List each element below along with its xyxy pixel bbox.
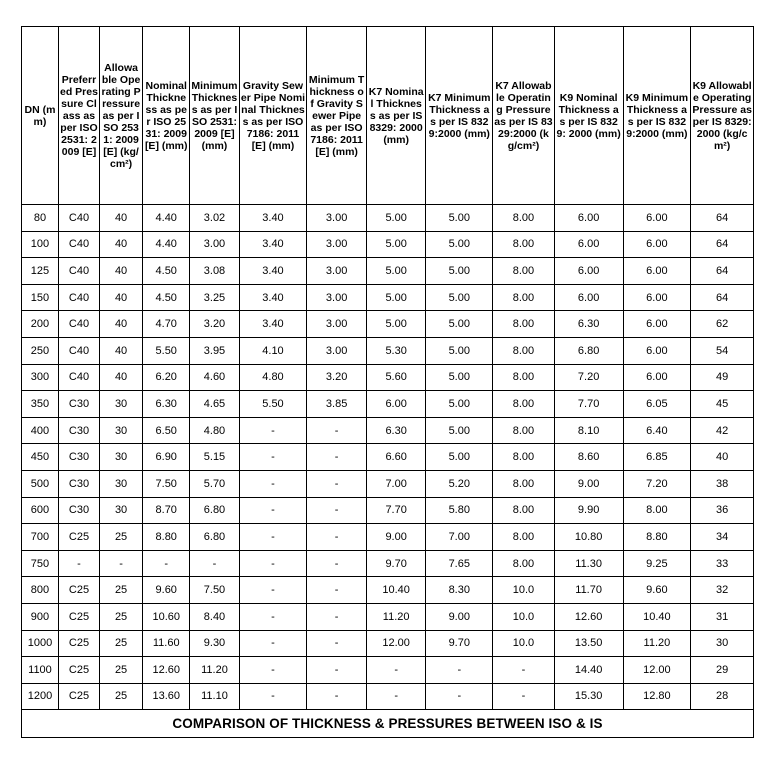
table-cell: 10.0	[493, 577, 555, 604]
table-cell: 12.00	[366, 630, 426, 657]
table-cell: 7.65	[426, 550, 493, 577]
table-cell: 15.30	[554, 683, 623, 710]
table-cell: 10.0	[493, 630, 555, 657]
table-cell: -	[307, 417, 367, 444]
table-cell: -	[366, 657, 426, 684]
table-cell: 5.00	[366, 231, 426, 258]
table-cell: 3.00	[190, 231, 239, 258]
table-cell: C30	[58, 444, 99, 471]
comparison-table	[21, 26, 754, 738]
header-iso-allowable-pressure: Allowable Operating Pressure as per ISO 2531: 2009 [E] (kg/cm²)	[100, 27, 143, 205]
table-cell: 49	[691, 364, 754, 391]
table-cell: 6.80	[190, 524, 239, 551]
table-cell: 45	[691, 391, 754, 418]
table-cell: 12.60	[143, 657, 190, 684]
table-row	[22, 364, 754, 391]
table-cell: 4.70	[143, 311, 190, 338]
table-cell: 33	[691, 550, 754, 577]
table-cell: 25	[100, 524, 143, 551]
table-cell: 40	[691, 444, 754, 471]
table-cell: 8.30	[426, 577, 493, 604]
header-k9-nominal-thickness: K9 Nominal Thickness as per IS 8329: 2000 (mm)	[554, 27, 623, 205]
header-k7-allowable-pressure: K7 Allowable Operating Pressure as per IS 8329:2000 (kg/cm²)	[493, 27, 555, 205]
table-cell: 3.00	[307, 231, 367, 258]
dn-cell: 250	[22, 337, 59, 364]
table-cell: 34	[691, 524, 754, 551]
table-cell: 8.00	[493, 231, 555, 258]
table-cell: 6.00	[623, 231, 691, 258]
dn-cell: 200	[22, 311, 59, 338]
table-cell: -	[239, 497, 307, 524]
table-cell: 3.40	[239, 231, 307, 258]
header-preferred-class: Preferred Pressure Class as per ISO 2531: 2009 [E]	[58, 27, 99, 205]
table-cell: 6.00	[554, 231, 623, 258]
table-cell: 6.00	[554, 284, 623, 311]
table-cell: 8.00	[493, 444, 555, 471]
table-cell: 6.00	[623, 364, 691, 391]
dn-cell: 1200	[22, 683, 59, 710]
dn-cell: 450	[22, 444, 59, 471]
table-cell: C40	[58, 337, 99, 364]
table-cell: 30	[100, 444, 143, 471]
table-cell: -	[307, 603, 367, 630]
table-cell: 7.50	[143, 470, 190, 497]
table-cell: C25	[58, 683, 99, 710]
table-row	[22, 657, 754, 684]
table-cell: 5.00	[366, 311, 426, 338]
table-cell: 40	[100, 284, 143, 311]
table-cell: 8.00	[493, 497, 555, 524]
table-cell: 6.00	[623, 337, 691, 364]
table-row	[22, 258, 754, 285]
dn-cell: 150	[22, 284, 59, 311]
table-row	[22, 284, 754, 311]
table-cell: 8.00	[493, 311, 555, 338]
table-cell: -	[190, 550, 239, 577]
table-cell: 11.10	[190, 683, 239, 710]
table-cell: 30	[100, 470, 143, 497]
table-cell: 11.60	[143, 630, 190, 657]
table-cell: 30	[100, 391, 143, 418]
table-cell: C25	[58, 630, 99, 657]
table-cell: 8.00	[493, 337, 555, 364]
table-cell: C25	[58, 577, 99, 604]
table-cell: 4.40	[143, 231, 190, 258]
table-cell: 64	[691, 231, 754, 258]
table-row	[22, 391, 754, 418]
table-cell: 5.20	[426, 470, 493, 497]
caption-row	[22, 710, 754, 738]
table-cell: 4.50	[143, 258, 190, 285]
table-cell: -	[58, 550, 99, 577]
table-cell: 7.20	[554, 364, 623, 391]
table-cell: 8.40	[190, 603, 239, 630]
table-cell: 10.80	[554, 524, 623, 551]
table-cell: 8.00	[493, 205, 555, 232]
table-cell: 4.10	[239, 337, 307, 364]
table-cell: 6.00	[623, 284, 691, 311]
table-cell: 42	[691, 417, 754, 444]
table-cell: -	[307, 470, 367, 497]
table-cell: 5.00	[426, 205, 493, 232]
table-cell: -	[239, 657, 307, 684]
table-cell: 40	[100, 231, 143, 258]
table-cell: 40	[100, 258, 143, 285]
table-row	[22, 550, 754, 577]
table-cell: 13.60	[143, 683, 190, 710]
table-cell: 40	[100, 311, 143, 338]
table-cell: -	[307, 630, 367, 657]
table-cell: -	[143, 550, 190, 577]
table-row	[22, 524, 754, 551]
table-cell: 5.70	[190, 470, 239, 497]
table-cell: -	[239, 603, 307, 630]
header-k9-minimum-thickness: K9 Minimum Thickness as per IS 8329:2000 (mm)	[623, 27, 691, 205]
table-cell: 30	[100, 497, 143, 524]
table-cell: 3.00	[307, 205, 367, 232]
table-cell: C40	[58, 258, 99, 285]
dn-cell: 600	[22, 497, 59, 524]
header-iso-minimum-thickness: Minimum Thickness as per ISO 2531: 2009 [E] (mm)	[190, 27, 239, 205]
table-cell: 5.00	[426, 284, 493, 311]
table-cell: 6.00	[366, 391, 426, 418]
table-cell: 5.80	[426, 497, 493, 524]
table-cell: C25	[58, 657, 99, 684]
table-cell: 3.40	[239, 205, 307, 232]
table-cell: 3.20	[190, 311, 239, 338]
table-cell: 7.00	[366, 470, 426, 497]
table-cell: 8.00	[493, 284, 555, 311]
table-cell: 6.20	[143, 364, 190, 391]
table-cell: 3.00	[307, 258, 367, 285]
table-cell: 5.60	[366, 364, 426, 391]
table-cell: 10.0	[493, 603, 555, 630]
table-cell: 4.60	[190, 364, 239, 391]
dn-cell: 800	[22, 577, 59, 604]
table-cell: -	[307, 683, 367, 710]
table-cell: -	[426, 657, 493, 684]
table-cell: 9.60	[143, 577, 190, 604]
table-cell: 5.00	[426, 311, 493, 338]
table-row	[22, 497, 754, 524]
table-cell: -	[307, 657, 367, 684]
table-cell: 6.30	[366, 417, 426, 444]
table-cell: 6.90	[143, 444, 190, 471]
table-cell: 3.40	[239, 258, 307, 285]
table-cell: -	[307, 444, 367, 471]
table-cell: 12.60	[554, 603, 623, 630]
table-cell: 9.30	[190, 630, 239, 657]
table-cell: 64	[691, 205, 754, 232]
table-cell: 3.00	[307, 337, 367, 364]
table-cell: 5.00	[426, 417, 493, 444]
table-cell: 30	[691, 630, 754, 657]
table-cell: 10.40	[623, 603, 691, 630]
table-cell: 11.30	[554, 550, 623, 577]
table-cell: C30	[58, 497, 99, 524]
table-cell: 8.00	[493, 550, 555, 577]
table-cell: 6.80	[190, 497, 239, 524]
table-cell: 36	[691, 497, 754, 524]
table-cell: 8.00	[493, 258, 555, 285]
table-cell: 8.60	[554, 444, 623, 471]
table-cell: 6.80	[554, 337, 623, 364]
table-cell: 64	[691, 284, 754, 311]
table-row	[22, 311, 754, 338]
table-row	[22, 417, 754, 444]
table-cell: 8.00	[493, 470, 555, 497]
table-cell: 9.60	[623, 577, 691, 604]
header-k9-allowable-pressure: K9 Allowable Operating Pressure as per IS 8329:2000 (kg/cm²)	[691, 27, 754, 205]
table-cell: 7.70	[366, 497, 426, 524]
header-iso-nominal-thickness: Nominal Thickness as per ISO 2531: 2009 [E] (mm)	[143, 27, 190, 205]
table-caption: COMPARISON OF THICKNESS & PRESSURES BETWEEN ISO & IS	[22, 710, 754, 738]
table-cell: 4.80	[190, 417, 239, 444]
table-row	[22, 683, 754, 710]
table-cell: C30	[58, 470, 99, 497]
table-cell: 40	[100, 205, 143, 232]
dn-cell: 350	[22, 391, 59, 418]
table-cell: 6.00	[623, 311, 691, 338]
header-dn: DN (mm)	[22, 27, 59, 205]
table-cell: 6.00	[554, 258, 623, 285]
dn-cell: 100	[22, 231, 59, 258]
table-cell: 9.00	[554, 470, 623, 497]
table-cell: -	[100, 550, 143, 577]
dn-cell: 900	[22, 603, 59, 630]
table-cell: C40	[58, 284, 99, 311]
table-cell: 7.70	[554, 391, 623, 418]
table-cell: 3.00	[307, 311, 367, 338]
table-cell: 9.70	[426, 630, 493, 657]
table-row	[22, 630, 754, 657]
table-cell: 8.80	[143, 524, 190, 551]
table-cell: 25	[100, 683, 143, 710]
table-cell: -	[307, 550, 367, 577]
table-cell: 11.20	[190, 657, 239, 684]
table-cell: 54	[691, 337, 754, 364]
table-cell: 6.50	[143, 417, 190, 444]
table-cell: 3.40	[239, 284, 307, 311]
table-cell: 5.00	[426, 258, 493, 285]
table-cell: 25	[100, 657, 143, 684]
table-cell: C40	[58, 231, 99, 258]
table-cell: 3.40	[239, 311, 307, 338]
table-cell: 8.70	[143, 497, 190, 524]
table-cell: 11.20	[366, 603, 426, 630]
dn-cell: 1100	[22, 657, 59, 684]
table-cell: 11.20	[623, 630, 691, 657]
table-cell: C30	[58, 391, 99, 418]
table-cell: 12.00	[623, 657, 691, 684]
table-cell: 5.00	[366, 284, 426, 311]
table-cell: 5.00	[426, 364, 493, 391]
table-cell: -	[239, 550, 307, 577]
table-cell: C40	[58, 364, 99, 391]
table-cell: -	[239, 683, 307, 710]
table-body	[22, 205, 754, 710]
dn-cell: 750	[22, 550, 59, 577]
table-cell: 30	[100, 417, 143, 444]
table-cell: 6.40	[623, 417, 691, 444]
table-row	[22, 603, 754, 630]
table-cell: 6.00	[554, 205, 623, 232]
dn-cell: 300	[22, 364, 59, 391]
dn-cell: 500	[22, 470, 59, 497]
table-cell: 7.20	[623, 470, 691, 497]
table-cell: 9.90	[554, 497, 623, 524]
table-cell: 3.08	[190, 258, 239, 285]
table-cell: -	[307, 524, 367, 551]
table-cell: 9.00	[426, 603, 493, 630]
table-cell: 9.00	[366, 524, 426, 551]
table-cell: -	[366, 683, 426, 710]
table-cell: -	[426, 683, 493, 710]
table-row	[22, 231, 754, 258]
table-cell: 13.50	[554, 630, 623, 657]
table-cell: 5.15	[190, 444, 239, 471]
table-cell: 5.00	[426, 444, 493, 471]
table-cell: -	[239, 417, 307, 444]
table-cell: 4.40	[143, 205, 190, 232]
table-cell: 3.00	[307, 284, 367, 311]
table-row	[22, 205, 754, 232]
header-k7-nominal-thickness: K7 Nominal Thickness as per IS 8329: 2000 (mm)	[366, 27, 426, 205]
table-cell: 12.80	[623, 683, 691, 710]
table-row	[22, 337, 754, 364]
dn-cell: 1000	[22, 630, 59, 657]
table-cell: 7.00	[426, 524, 493, 551]
table-cell: -	[239, 470, 307, 497]
table-cell: 10.40	[366, 577, 426, 604]
table-cell: 3.02	[190, 205, 239, 232]
table-cell: 6.30	[554, 311, 623, 338]
table-cell: C40	[58, 205, 99, 232]
table-cell: 5.00	[426, 337, 493, 364]
table-cell: 6.00	[623, 205, 691, 232]
table-cell: -	[493, 683, 555, 710]
table-cell: -	[493, 657, 555, 684]
table-cell: 7.50	[190, 577, 239, 604]
table-cell: 25	[100, 577, 143, 604]
table-cell: -	[239, 444, 307, 471]
header-sewer-nominal-thickness: Gravity Sewer Pipe Nominal Thickness as per ISO 7186: 2011 [E] (mm)	[239, 27, 307, 205]
table-cell: 8.10	[554, 417, 623, 444]
table-cell: 9.25	[623, 550, 691, 577]
header-row	[22, 27, 754, 205]
table-cell: 5.00	[366, 258, 426, 285]
dn-cell: 80	[22, 205, 59, 232]
table-cell: 29	[691, 657, 754, 684]
table-cell: 40	[100, 364, 143, 391]
table-cell: 14.40	[554, 657, 623, 684]
table-cell: 8.00	[623, 497, 691, 524]
table-cell: 38	[691, 470, 754, 497]
table-cell: 4.80	[239, 364, 307, 391]
dn-cell: 400	[22, 417, 59, 444]
table-cell: 5.00	[366, 205, 426, 232]
table-cell: 62	[691, 311, 754, 338]
table-cell: 25	[100, 630, 143, 657]
table-cell: 28	[691, 683, 754, 710]
table-cell: 10.60	[143, 603, 190, 630]
table-cell: 8.00	[493, 391, 555, 418]
table-cell: 3.85	[307, 391, 367, 418]
table-cell: 32	[691, 577, 754, 604]
table-row	[22, 577, 754, 604]
table-cell: -	[239, 524, 307, 551]
table-cell: 9.70	[366, 550, 426, 577]
table-row	[22, 444, 754, 471]
dn-cell: 700	[22, 524, 59, 551]
table-cell: C25	[58, 524, 99, 551]
header-k7-minimum-thickness: K7 Minimum Thickness as per IS 8329:2000 (mm)	[426, 27, 493, 205]
table-cell: 8.80	[623, 524, 691, 551]
table-cell: 5.50	[239, 391, 307, 418]
table-cell: 64	[691, 258, 754, 285]
table-cell: 6.30	[143, 391, 190, 418]
table-cell: 8.00	[493, 524, 555, 551]
table-cell: 6.60	[366, 444, 426, 471]
table-cell: 5.30	[366, 337, 426, 364]
table-cell: 4.65	[190, 391, 239, 418]
table-cell: 31	[691, 603, 754, 630]
table-cell: C30	[58, 417, 99, 444]
table-cell: 25	[100, 603, 143, 630]
table-cell: 4.50	[143, 284, 190, 311]
table-cell: C40	[58, 311, 99, 338]
table-cell: 5.00	[426, 391, 493, 418]
table-cell: 8.00	[493, 417, 555, 444]
table-cell: 40	[100, 337, 143, 364]
table-cell: 11.70	[554, 577, 623, 604]
table-cell: -	[239, 630, 307, 657]
table-cell: -	[307, 497, 367, 524]
table-cell: 3.20	[307, 364, 367, 391]
table-cell: 8.00	[493, 364, 555, 391]
table-cell: 6.85	[623, 444, 691, 471]
header-sewer-minimum-thickness: Minimum Thickness of Gravity Sewer Pipe as per ISO 7186: 2011 [E] (mm)	[307, 27, 367, 205]
table-cell: 3.95	[190, 337, 239, 364]
table-cell: 6.05	[623, 391, 691, 418]
table-cell: -	[239, 577, 307, 604]
table-row	[22, 470, 754, 497]
table-cell: 5.50	[143, 337, 190, 364]
table-cell: 6.00	[623, 258, 691, 285]
table-cell: 3.25	[190, 284, 239, 311]
table-cell: 5.00	[426, 231, 493, 258]
table-cell: -	[307, 577, 367, 604]
table-cell: C25	[58, 603, 99, 630]
dn-cell: 125	[22, 258, 59, 285]
